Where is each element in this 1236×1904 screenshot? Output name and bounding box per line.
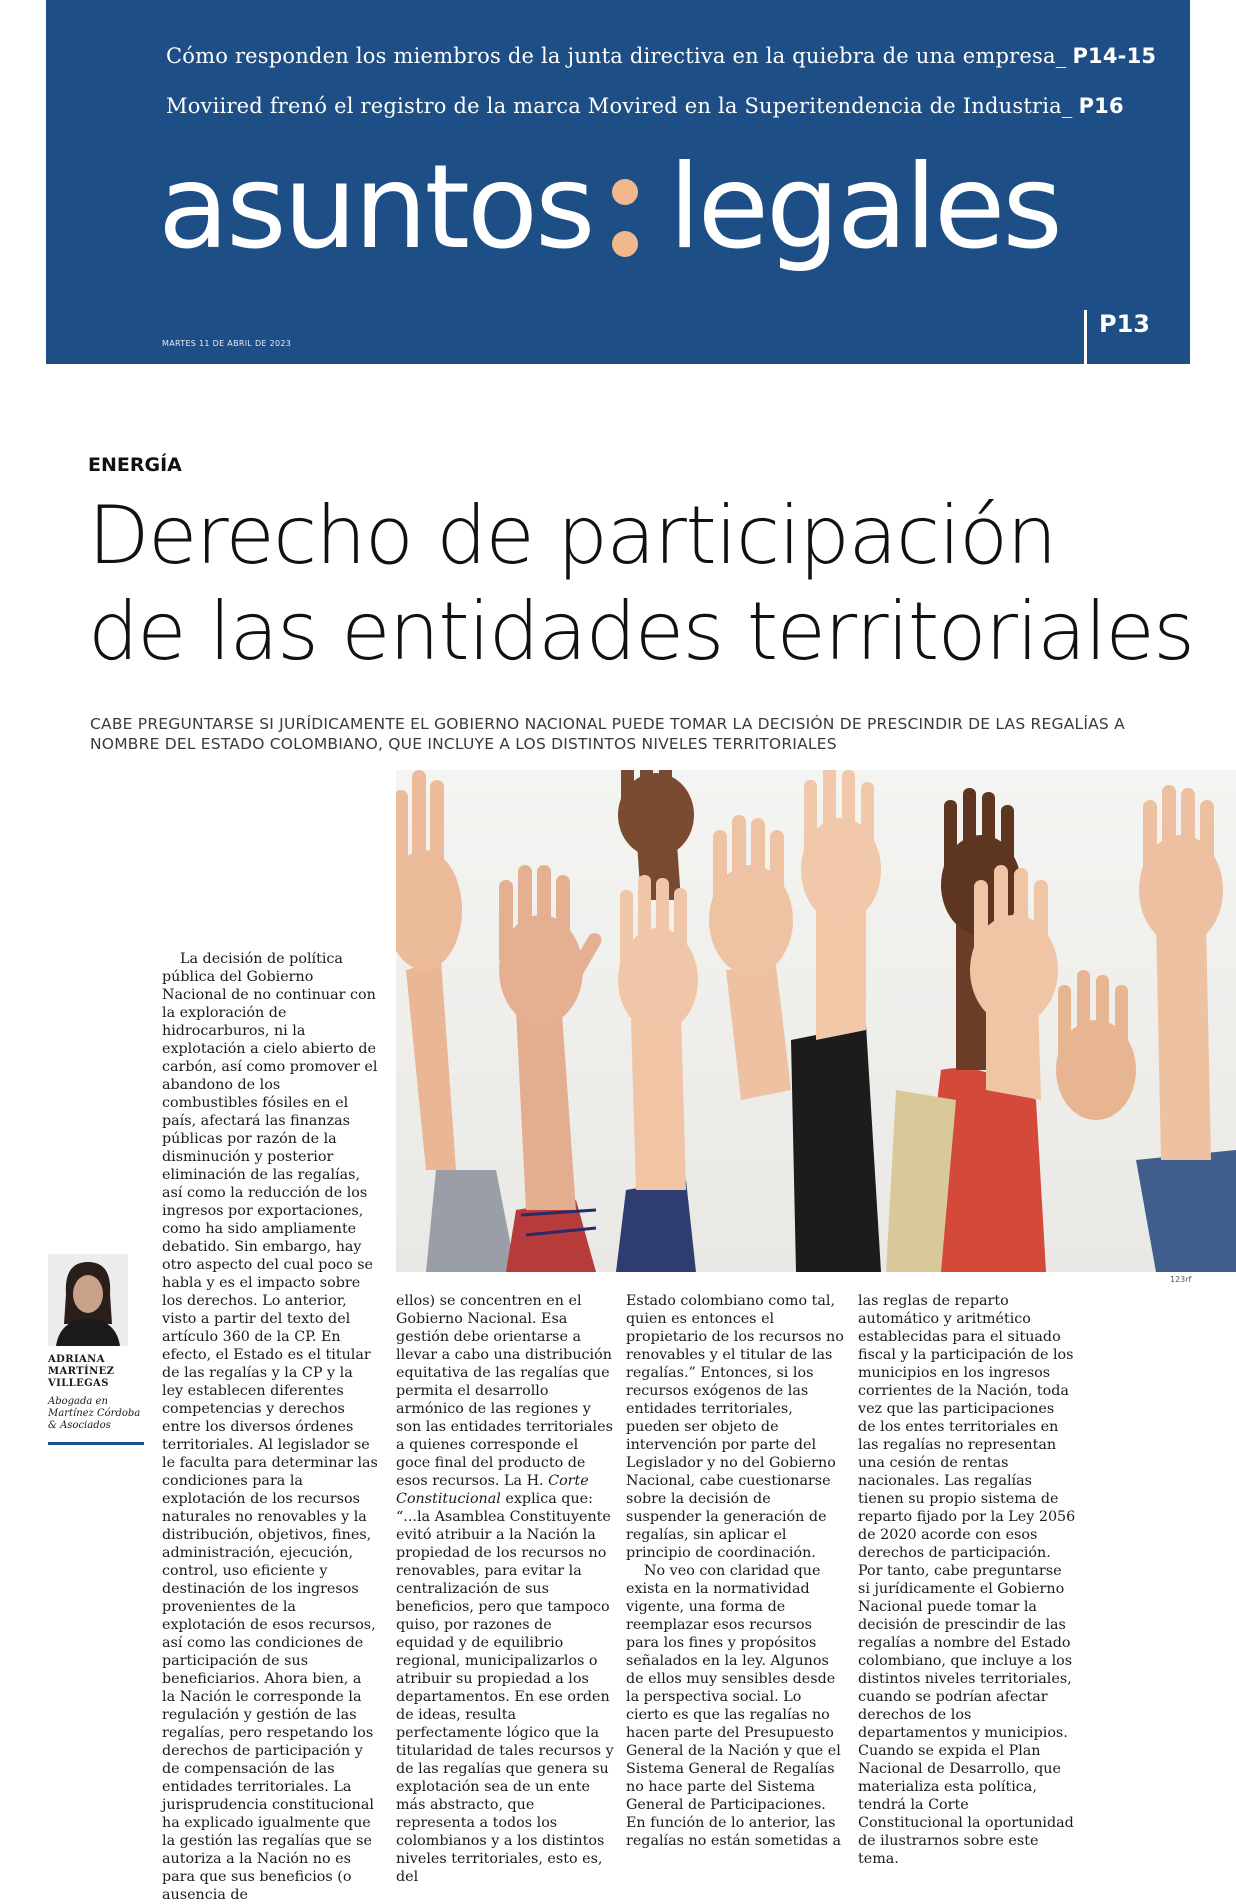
body-paragraph: Estado colombiano como tal, quien es entonces el propietario de los recursos no renovables y el titular de las regalías.” Entonces, si los recursos exógenos de las entidades territoriales, pueden ser objeto de intervención por parte del Legislador y no del Gobierno Nacional, cabe cuestionarse sobre la decisión de suspender la generación de regalías, sin aplicar el principio de coordinación.	[626, 1293, 844, 1561]
section-label: ENERGÍA	[88, 454, 182, 476]
teaser-junta-directiva[interactable]	[166, 44, 1156, 68]
author-name: ADRIANA MARTÍNEZ VILLEGAS	[48, 1354, 115, 1389]
header-band	[46, 0, 1190, 364]
masthead-word-right: legales	[668, 140, 1060, 275]
body-column-3	[626, 1292, 844, 1850]
masthead-logo	[158, 140, 1060, 275]
photo-credit: 123rf	[1170, 1275, 1192, 1284]
headline-line-1: Derecho de participación	[88, 489, 1056, 582]
raised-hands-photo	[396, 770, 1236, 1272]
teaser-page-ref: P14-15	[1072, 44, 1157, 68]
article-dek: CABE PREGUNTARSE SI JURÍDICAMENTE EL GOBIERNO NACIONAL PUEDE TOMAR LA DECISIÓN DE PRESCINDIR DE LAS REGALÍAS A NOMBRE DEL ESTADO COLOMBIANO, QUE INCLUYE A LOS DISTINTOS NIVELES TERRITORIALES	[90, 715, 1125, 753]
teaser-page-ref: P16	[1078, 94, 1124, 118]
body-column-2	[396, 1292, 614, 1886]
author-avatar	[48, 1254, 128, 1346]
body-paragraph: las reglas de reparto automático y aritmético establecidas para el situado fiscal y la participación de los municipios en los ingresos corrientes de la Nación, toda vez que las participaciones de los entes territoriales en las regalías no representan una cesión de rentas nacionales. Las regalías tienen su propio sistema de reparto fijado por la Ley 2056 de 2020 acorde con esos derechos de participación. Por tanto, cabe preguntarse si jurídicamente el Gobierno Nacional puede tomar la decisión de prescindir de las regalías a nombre del Estado colombiano, que incluye a los distintos niveles territoriales, cuando se podrían afectar derechos de los departamentos y municipios. Cuando se expida el Plan Nacional de Desarrollo, que materializa esta política, tendrá la Corte Constitucional la oportunidad de ilustrarnos sobre este tema.	[858, 1293, 1076, 1867]
page-number: P13	[1084, 310, 1150, 364]
body-paragraph: No veo con claridad que exista en la normatividad vigente, una forma de reemplazar esos recursos para los fines y propósitos señalados en la ley. Algunos de ellos muy sensibles desde la perspectiva social. Lo cierto es que las regalías no hacen parte del Presupuesto General de la Nación y que el Sistema General de Regalías no hace parte del Sistema General de Participaciones. En función de lo anterior, las regalías no están sometidas a	[626, 1563, 842, 1849]
author-role: Abogada en Martínez Córdoba & Asociados	[48, 1396, 141, 1431]
headline	[88, 488, 1208, 680]
court-name: Corte Constitucional	[396, 1473, 589, 1507]
body-paragraph: ellos) se concentren en el Gobierno Nacional. Esa gestión debe orientarse a llevar a cabo una distribución equitativa de las regalías que permita el desarrollo armónico de las regiones y son las entidades territoriales a quienes corresponde el goce final del producto de esos recursos. La H. Corte Constitucional explica que: “...la Asamblea Constituyente evitó atribuir a la Nación la propiedad de los recursos no renovables, para evitar la centralización de sus beneficios, pero que tampoco quiso, por razones de equidad y de equilibrio regional, municipalizarlos o atribuir su propiedad a los departamentos. En ese orden de ideas, resulta perfectamente lógico que la titularidad de tales recursos y de las regalías que genera su explotación sea de un ente más abstracto, que representa a todos los colombianos y a los distintos niveles territoriales, esto es, del	[396, 1293, 614, 1885]
body-column-4	[858, 1292, 1076, 1868]
teaser-text: Moviired frenó el registro de la marca Movired en la Superitendencia de Industria_	[166, 94, 1073, 118]
headline-line-2: de las entidades territoriales	[88, 585, 1194, 678]
teaser-text: Cómo responden los miembros de la junta directiva en la quiebra de una empresa_	[166, 44, 1067, 68]
author-divider	[48, 1442, 144, 1445]
teaser-moviired[interactable]	[166, 94, 1124, 118]
body-paragraph: La decisión de política pública del Gobierno Nacional de no continuar con la exploración de hidrocarburos, ni la explotación a cielo abierto de carbón, así como promover el abandono de los combustibles fósiles en el país, afectará las finanzas públicas por razón de la disminución y posterior eliminación de las regalías, así como la reducción de los ingresos por exportaciones, como ha sido ampliamente debatido. Sin embargo, hay otro aspecto del cual poco se habla y es el impacto sobre los derechos. Lo anterior, visto a partir del texto del artículo 360 de la CP. En efecto, el Estado es el titular de las regalías y la CP y la ley establecen diferentes competencias y derechos entre los diversos órdenes territoriales. Al legislador se le faculta para determinar las condiciones para la explotación de los recursos naturales no renovables y la distribución, objetivos, fines, administración, ejecución, control, uso eficiente y destinación de los ingresos provenientes de la explotación de esos recursos, así como las condiciones de participación de sus beneficiarios. Ahora bien, a la Nación le corresponde la regulación y gestión de las regalías, pero respetando los derechos de participación y de compensación de las entidades territoriales. La jurisprudencia constitucional ha explicado igualmente que la gestión las regalías que se autoriza a la Nación no es para que sus beneficios (o ausencia de	[162, 951, 378, 1903]
masthead-colon-icon	[606, 157, 652, 247]
issue-date: MARTES 11 DE ABRIL DE 2023	[162, 339, 292, 348]
masthead-word-left: asuntos	[158, 140, 593, 275]
body-column-1	[162, 950, 378, 1904]
